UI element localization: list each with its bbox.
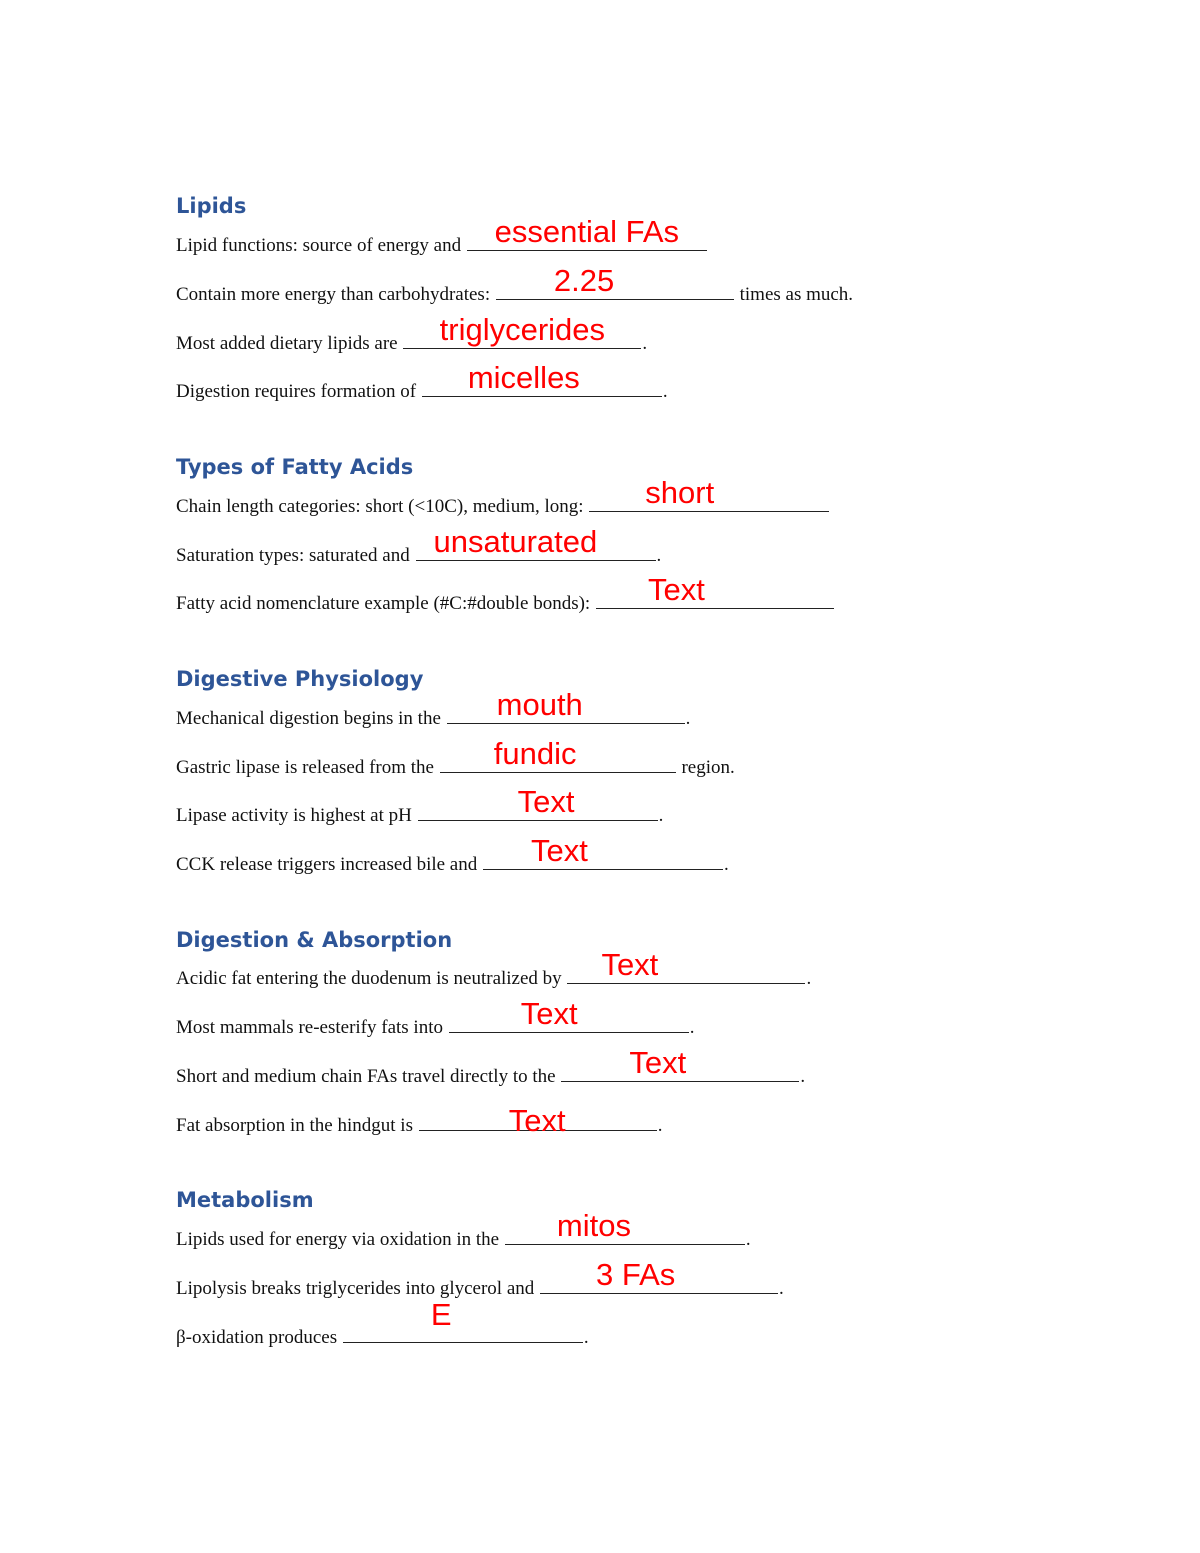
worksheet-line bbox=[176, 947, 812, 989]
section-heading-metabolism: Metabolism bbox=[176, 1188, 314, 1212]
worksheet-line bbox=[176, 1297, 589, 1348]
line-prompt: Lipase activity is highest at pH bbox=[176, 805, 412, 826]
line-suffix: . bbox=[724, 854, 729, 875]
answer-blank[interactable] bbox=[561, 1045, 799, 1082]
handwritten-answer: Text bbox=[531, 833, 588, 868]
handwritten-answer: 3 FAs bbox=[596, 1257, 676, 1292]
handwritten-answer: unsaturated bbox=[433, 524, 598, 559]
handwritten-answer: fundic bbox=[493, 736, 577, 771]
handwritten-answer: Text bbox=[517, 784, 575, 819]
answer-blank[interactable] bbox=[418, 784, 658, 821]
line-prompt: Most mammals re-esterify fats into bbox=[176, 1017, 443, 1038]
worksheet-line bbox=[176, 1103, 663, 1138]
answer-blank[interactable] bbox=[567, 947, 805, 984]
worksheet-line bbox=[176, 784, 664, 826]
answer-blank[interactable] bbox=[447, 687, 685, 724]
answer-blank[interactable] bbox=[403, 312, 641, 349]
line-suffix: . bbox=[642, 333, 648, 354]
line-suffix: . bbox=[658, 805, 664, 826]
worksheet-line bbox=[176, 360, 668, 402]
line-prompt: Acidic fat entering the duodenum is neutralized by bbox=[176, 968, 562, 989]
line-prompt: Fat absorption in the hindgut is bbox=[176, 1115, 413, 1136]
answer-blank[interactable] bbox=[596, 572, 834, 609]
section-heading-digestive-physiology: Digestive Physiology bbox=[176, 667, 424, 691]
answer-blank[interactable] bbox=[467, 214, 707, 251]
worksheet-line bbox=[176, 214, 708, 256]
line-prompt: Most added dietary lipids are bbox=[176, 333, 398, 354]
line-suffix: . bbox=[689, 1017, 695, 1038]
worksheet-line bbox=[176, 1045, 806, 1087]
line-prompt: Gastric lipase is released from the bbox=[176, 757, 434, 778]
handwritten-answer: E bbox=[430, 1297, 452, 1332]
handwritten-answer: micelles bbox=[467, 360, 580, 395]
answer-blank[interactable] bbox=[419, 1103, 657, 1138]
line-suffix: . bbox=[657, 1115, 663, 1136]
worksheet-line bbox=[176, 1257, 784, 1299]
line-prompt: Lipid functions: source of energy and bbox=[176, 235, 462, 256]
line-prompt: Digestion requires formation of bbox=[176, 381, 417, 402]
handwritten-answer: Text bbox=[508, 1103, 566, 1138]
handwritten-answer: triglycerides bbox=[439, 312, 606, 347]
answer-blank[interactable] bbox=[505, 1208, 745, 1245]
line-prompt: Chain length categories: short (<10C), medium, long: bbox=[176, 496, 584, 517]
line-suffix: . bbox=[685, 708, 691, 729]
worksheet-line bbox=[176, 475, 830, 517]
worksheet-line bbox=[176, 263, 854, 305]
handwritten-answer: essential FAs bbox=[494, 214, 680, 249]
handwritten-answer: mouth bbox=[496, 687, 583, 722]
worksheet-line bbox=[176, 524, 662, 566]
line-prompt: Mechanical digestion begins in the bbox=[176, 708, 441, 729]
section-heading-fatty-acids: Types of Fatty Acids bbox=[176, 455, 414, 479]
answer-blank[interactable] bbox=[440, 736, 676, 773]
worksheet-line bbox=[176, 996, 695, 1038]
answer-blank[interactable] bbox=[449, 996, 689, 1033]
line-suffix: . bbox=[656, 545, 662, 566]
answer-blank[interactable] bbox=[589, 475, 829, 512]
line-prompt: Lipids used for energy via oxidation in the bbox=[176, 1229, 500, 1250]
answer-blank[interactable] bbox=[416, 524, 656, 561]
worksheet-line bbox=[176, 833, 729, 875]
line-prompt: Lipolysis breaks triglycerides into glycerol and bbox=[176, 1278, 535, 1299]
handwritten-answer: mitos bbox=[556, 1208, 631, 1243]
line-suffix: . bbox=[745, 1229, 751, 1250]
handwritten-answer: Text bbox=[629, 1045, 687, 1080]
line-prompt: Contain more energy than carbohydrates: bbox=[176, 284, 491, 305]
line-suffix: . bbox=[806, 968, 812, 989]
answer-blank[interactable] bbox=[496, 263, 734, 300]
worksheet-line bbox=[176, 312, 648, 354]
line-suffix: times as much. bbox=[739, 284, 854, 305]
handwritten-answer: 2.25 bbox=[553, 263, 615, 298]
line-suffix: . bbox=[662, 381, 668, 402]
answer-blank[interactable] bbox=[343, 1297, 583, 1343]
section-heading-lipids: Lipids bbox=[176, 194, 247, 218]
section-heading-digestion-absorption: Digestion & Absorption bbox=[176, 928, 453, 952]
line-suffix: region. bbox=[681, 757, 735, 778]
line-suffix: . bbox=[779, 1278, 784, 1299]
worksheet-line bbox=[176, 736, 735, 778]
line-prompt: Saturation types: saturated and bbox=[176, 545, 410, 566]
line-prompt: CCK release triggers increased bile and bbox=[176, 854, 478, 875]
answer-blank[interactable] bbox=[422, 360, 662, 397]
worksheet-line bbox=[176, 1208, 751, 1250]
answer-blank[interactable] bbox=[540, 1257, 778, 1294]
worksheet-line bbox=[176, 572, 835, 614]
handwritten-answer: Text bbox=[601, 947, 659, 982]
answer-blank[interactable] bbox=[483, 833, 723, 870]
handwritten-answer: short bbox=[645, 475, 715, 510]
handwritten-answer: Text bbox=[647, 572, 705, 607]
worksheet-line bbox=[176, 687, 691, 729]
line-suffix: . bbox=[800, 1066, 806, 1087]
handwritten-answer: Text bbox=[520, 996, 578, 1031]
line-prompt: Fatty acid nomenclature example (#C:#double bonds): bbox=[176, 593, 591, 614]
line-suffix: . bbox=[583, 1327, 589, 1348]
line-prompt: Short and medium chain FAs travel directly to the bbox=[176, 1066, 556, 1087]
line-prompt: β-oxidation produces bbox=[176, 1327, 338, 1348]
